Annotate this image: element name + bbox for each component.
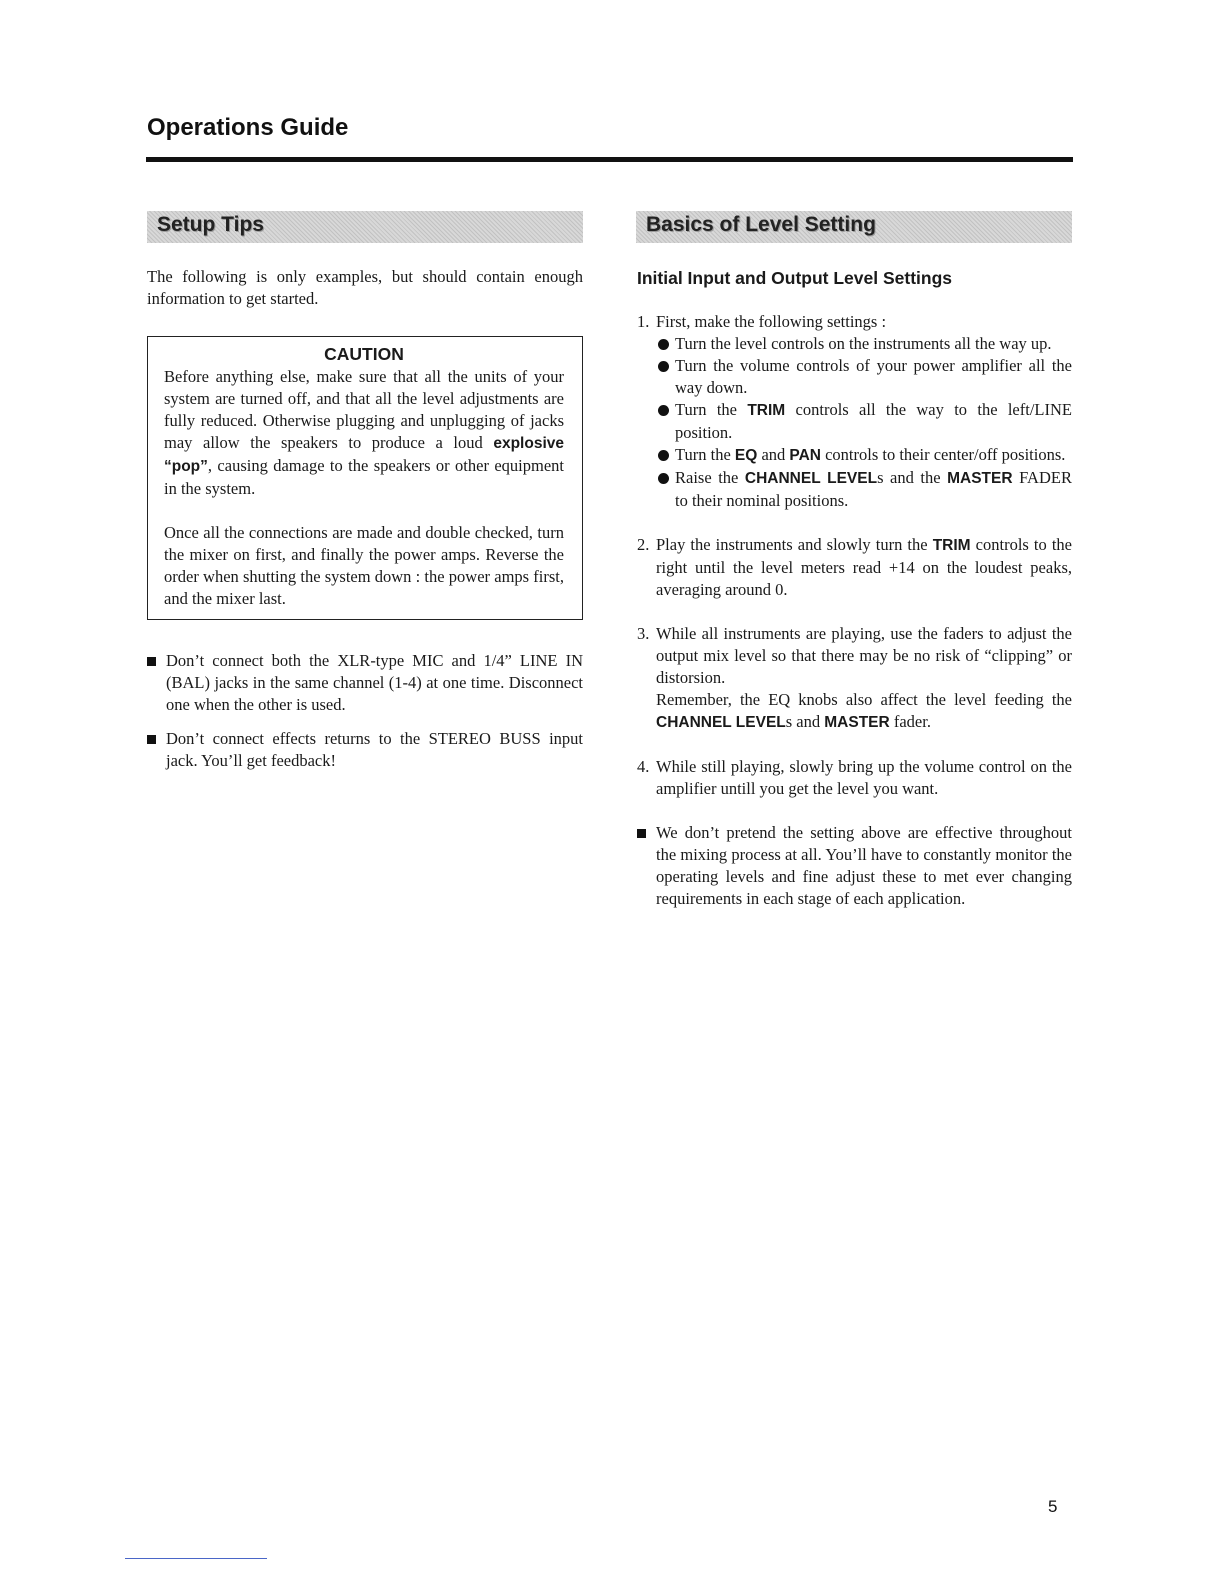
square-bullet-icon [147,735,156,744]
bullet-item [656,399,1072,444]
square-bullet-icon [637,829,646,838]
section-heading: Basics of Level Setting [646,213,876,236]
bullet-text: Raise the [675,468,745,487]
bullet-text: controls all the way to the left/LINE position. [675,400,1072,442]
list-item [147,650,583,716]
step-item [637,311,1072,512]
footer-rule [125,1558,267,1559]
bullet-text: Turn the [675,445,735,464]
step-number: 3. [637,624,650,643]
caution-title: CAUTION [324,344,404,364]
page-title: Operations Guide [147,114,349,141]
page-number: 5 [1048,1497,1058,1516]
subheading: Initial Input and Output Level Settings [637,268,952,288]
step-item [637,534,1072,601]
caution-emphasis: explosive “pop” [164,435,564,475]
control-name: EQ [734,447,758,464]
step-text: While still playing, slowly bring up the volume control on the amplifier untill you get the level you want. [656,757,1072,798]
setup-tips-list [147,650,583,772]
list-item-text: Don’t connect effects returns to the STEREO BUSS input jack. You’ll get feedback! [166,729,583,770]
section-banner-setup-tips [147,211,583,243]
bullet-text: controls to their center/off positions. [820,445,1066,464]
square-bullet-icon [147,657,156,666]
control-name: CHANNEL LEVEL [656,714,786,731]
control-name: TRIM [747,402,786,419]
control-name: PAN [789,447,821,464]
list-item-text: Don’t connect both the XLR-type MIC and 1/4” LINE IN (BAL) jacks in the same channel (1-4) at one time. Disconnect one when the other is used. [166,651,583,714]
bullet-item [656,355,1072,399]
round-bullet-icon [658,450,669,461]
step-text: fader. [889,712,931,731]
step-item [637,623,1072,734]
bullet-text: and [757,445,790,464]
step-text: While all instruments are playing, use the faders to adjust the output mix level so that there may be no risk of “clipping” or distorsion. [656,624,1072,687]
bullet-item [656,444,1072,467]
title-rule [146,157,1073,162]
note-item [637,822,1072,910]
step-item [637,756,1072,800]
bullet-item [656,467,1072,512]
bullet-text: s and the [877,468,948,487]
section-heading: Setup Tips [157,213,264,236]
round-bullet-icon [658,405,669,416]
step-number: 4. [637,757,650,776]
intro-paragraph: The following is only examples, but should contain enough information to get started. [147,267,583,308]
bullet-text: Turn the [675,400,748,419]
caution-text: , causing damage to the speakers or other equipment in the system. [164,456,564,498]
control-name: CHANNEL LEVEL [744,470,878,487]
note-text: We don’t pretend the setting above are effective throughout the mixing process at all. You’ll have to constantly monitor the operating levels and fine adjust these to met ever changing requirements in each stage of each application. [656,823,1072,908]
control-name: MASTER [947,470,1013,487]
control-name: MASTER [824,714,890,731]
caution-paragraph: Once all the connections are made and double checked, turn the mixer on first, and finally the power amps. Reverse the order when shutting the system down : the power amps first, and the mixer last. [164,523,564,608]
step-text [656,689,1072,734]
right-column [637,266,1072,910]
step-text: Play the instruments and slowly turn the [656,535,933,554]
caution-text: Before anything else, make sure that all the units of your system are turned off, and that all the level adjustments are fully reduced. Otherwise plugging and unplugging of jacks may allow the speakers to produce a loud [164,367,564,452]
bullet-item [656,333,1072,355]
step-number: 2. [637,535,650,554]
bullet-text: Turn the level controls on the instruments all the way up. [675,334,1052,353]
left-column [147,266,583,772]
step-text: controls to the right until the level meters read +14 on the loudest peaks, averaging around 0. [656,535,1072,599]
step-text: s and [785,712,825,731]
bullet-text: FADER to their nominal positions. [675,468,1072,510]
steps-list [637,311,1072,800]
bullet-list [656,333,1072,512]
section-banner-level-setting [636,211,1072,243]
caution-box [147,336,583,620]
step-number: 1. [637,312,650,331]
control-name: TRIM [932,537,971,554]
list-item [147,728,583,772]
round-bullet-icon [658,339,669,350]
round-bullet-icon [658,361,669,372]
caution-paragraph [164,366,564,500]
step-text: First, make the following settings : [656,312,887,331]
round-bullet-icon [658,473,669,484]
bullet-text: Turn the volume controls of your power amplifier all the way down. [675,356,1072,397]
step-text: Remember, the EQ knobs also affect the level feeding the [656,690,1072,709]
